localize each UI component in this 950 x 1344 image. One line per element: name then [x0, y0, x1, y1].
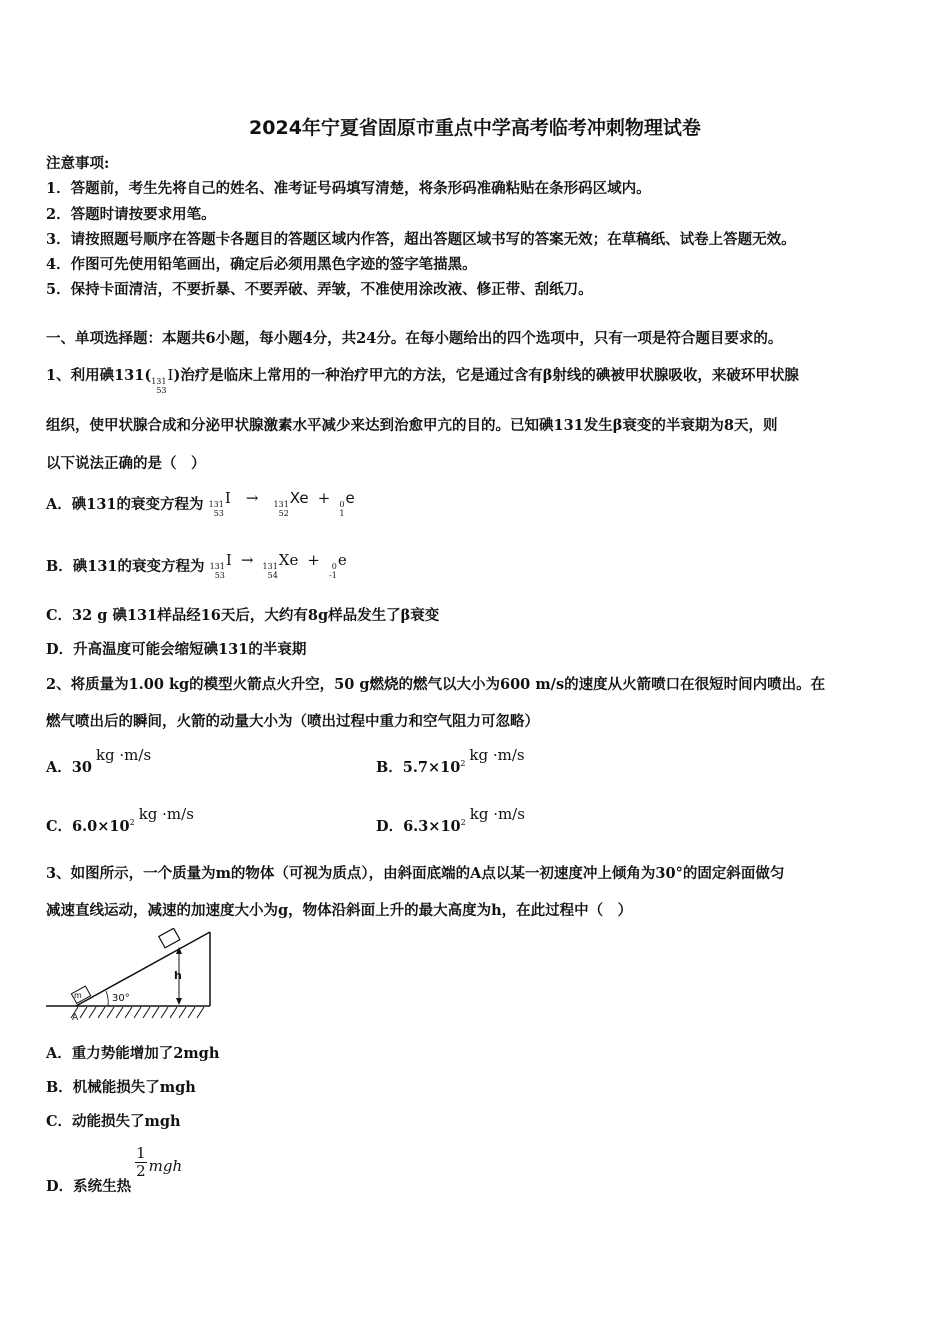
q2-option-b: B．$5.7\times 10^2$ kg ·m/s: [376, 746, 525, 776]
decay-equation-b: 131 53 I → 131 54 Xe + 0 -1 e: [209, 551, 347, 580]
notice-item: 3．请按照题号顺序在答题卡各题目的答题区域内作答，超出答题区域书写的答案无效；在草稿纸、试卷上答题无效。: [46, 231, 796, 248]
fraction-half: $\frac{1}{2}$: [136, 1144, 146, 1180]
notice-item: 2．答题时请按要求用笔。: [46, 206, 216, 223]
incline-surface: [76, 932, 210, 1006]
q1-option-c: C．32 g 碘131样品经16天后，大约有8g样品发生了β衰变: [46, 607, 440, 624]
q2-stem-line1: 2、将质量为1.00 kg的模型火箭点火升空，50 g燃烧的燃气以大小为600 m/s的速度从火箭喷口在很短时间内喷出。在: [46, 676, 826, 693]
mgh-expression: mgh: [148, 1156, 183, 1175]
notice-item: 4．作图可先使用铅笔画出，确定后必须用黑色字迹的签字笔描黑。: [46, 256, 477, 273]
q3-option-b: B．机械能损失了mgh: [46, 1079, 196, 1096]
ground-hatching: [71, 1007, 204, 1018]
notice-item: 5．保持卡面清洁，不要折暴、不要弄破、弄皱，不准使用涂改液、修正带、刮纸刀。: [46, 281, 593, 298]
q3-stem-line2: 减速直线运动，减速的加速度大小为g，物体沿斜面上升的最大高度为h，在此过程中（ ）: [46, 902, 633, 919]
q2-option-c: C．$6.0\times 10^2$ kg ·m/s: [46, 805, 194, 835]
block-top: [159, 928, 180, 948]
incline-figure: [46, 928, 216, 1024]
q2-stem-line2: 燃气喷出后的瞬间，火箭的动量大小为（喷出过程中重力和空气阻力可忽略）: [46, 713, 539, 730]
q2-option-a: A．30kg ·m/s: [46, 746, 152, 776]
notice-item: 1．答题前，考生先将自己的姓名、准考证号码填写清楚，将条形码准确粘贴在条形码区域内。: [46, 180, 651, 197]
iodine-isotope: 131 53: [151, 377, 167, 395]
q3-stem-line1: 3、如图所示，一个质量为m的物体（可视为质点），由斜面底端的A点以某一初速度冲上倾角为30°的固定斜面做匀: [46, 865, 785, 882]
decay-equation-a: 131 53 I → 131 52 Xe + 0 1 e: [208, 489, 355, 518]
iodine-symbol: I: [167, 366, 174, 384]
angle-label: 30°: [112, 993, 130, 1004]
q1-stem-line2: 组织，使甲状腺合成和分泌甲状腺激素水平减少来达到治愈甲亢的目的。已知碘131发生β衰变的半衰期为8天，则: [46, 417, 778, 434]
q1-stem-line3: 以下说法正确的是（ ）: [46, 455, 206, 472]
q3-option-a: A．重力势能增加了2mgh: [46, 1045, 220, 1062]
page-title: 2024年宁夏省固原市重点中学高考临考冲刺物理试卷: [249, 117, 701, 139]
angle-arc: [106, 991, 108, 1006]
q1-stem-start: 1、利用碘131(: [46, 367, 152, 384]
q1-stem-end: )治疗是临床上常用的一种治疗甲亢的方法，它是通过含有β射线的碘被甲状腺吸收，来破环甲状腺: [173, 367, 799, 384]
point-a-label: A: [72, 1013, 79, 1023]
height-label: h: [174, 969, 182, 982]
q2-option-d: D．$6.3\times 10^2$ kg ·m/s: [376, 805, 525, 835]
q3-option-c: C．动能损失了mgh: [46, 1113, 181, 1130]
q3-option-d: D．系统生热 $\frac{1}{2}$ mgh: [46, 1144, 183, 1195]
q1-option-a: [46, 489, 355, 524]
q1-option-b: [46, 551, 347, 586]
q1-stem-line1: [46, 364, 799, 395]
option-label: A．碘131的衰变方程为: [46, 496, 204, 513]
notice-heading: 注意事项:: [46, 155, 110, 172]
option-label: B．碘131的衰变方程为: [46, 558, 205, 575]
mass-label: m: [74, 991, 82, 1000]
q1-option-d: D．升高温度可能会缩短碘131的半衰期: [46, 641, 307, 658]
section-heading: 一、单项选择题：本题共6小题，每小题4分，共24分。在每小题给出的四个选项中，只有一项是符合题目要求的。: [46, 330, 783, 347]
